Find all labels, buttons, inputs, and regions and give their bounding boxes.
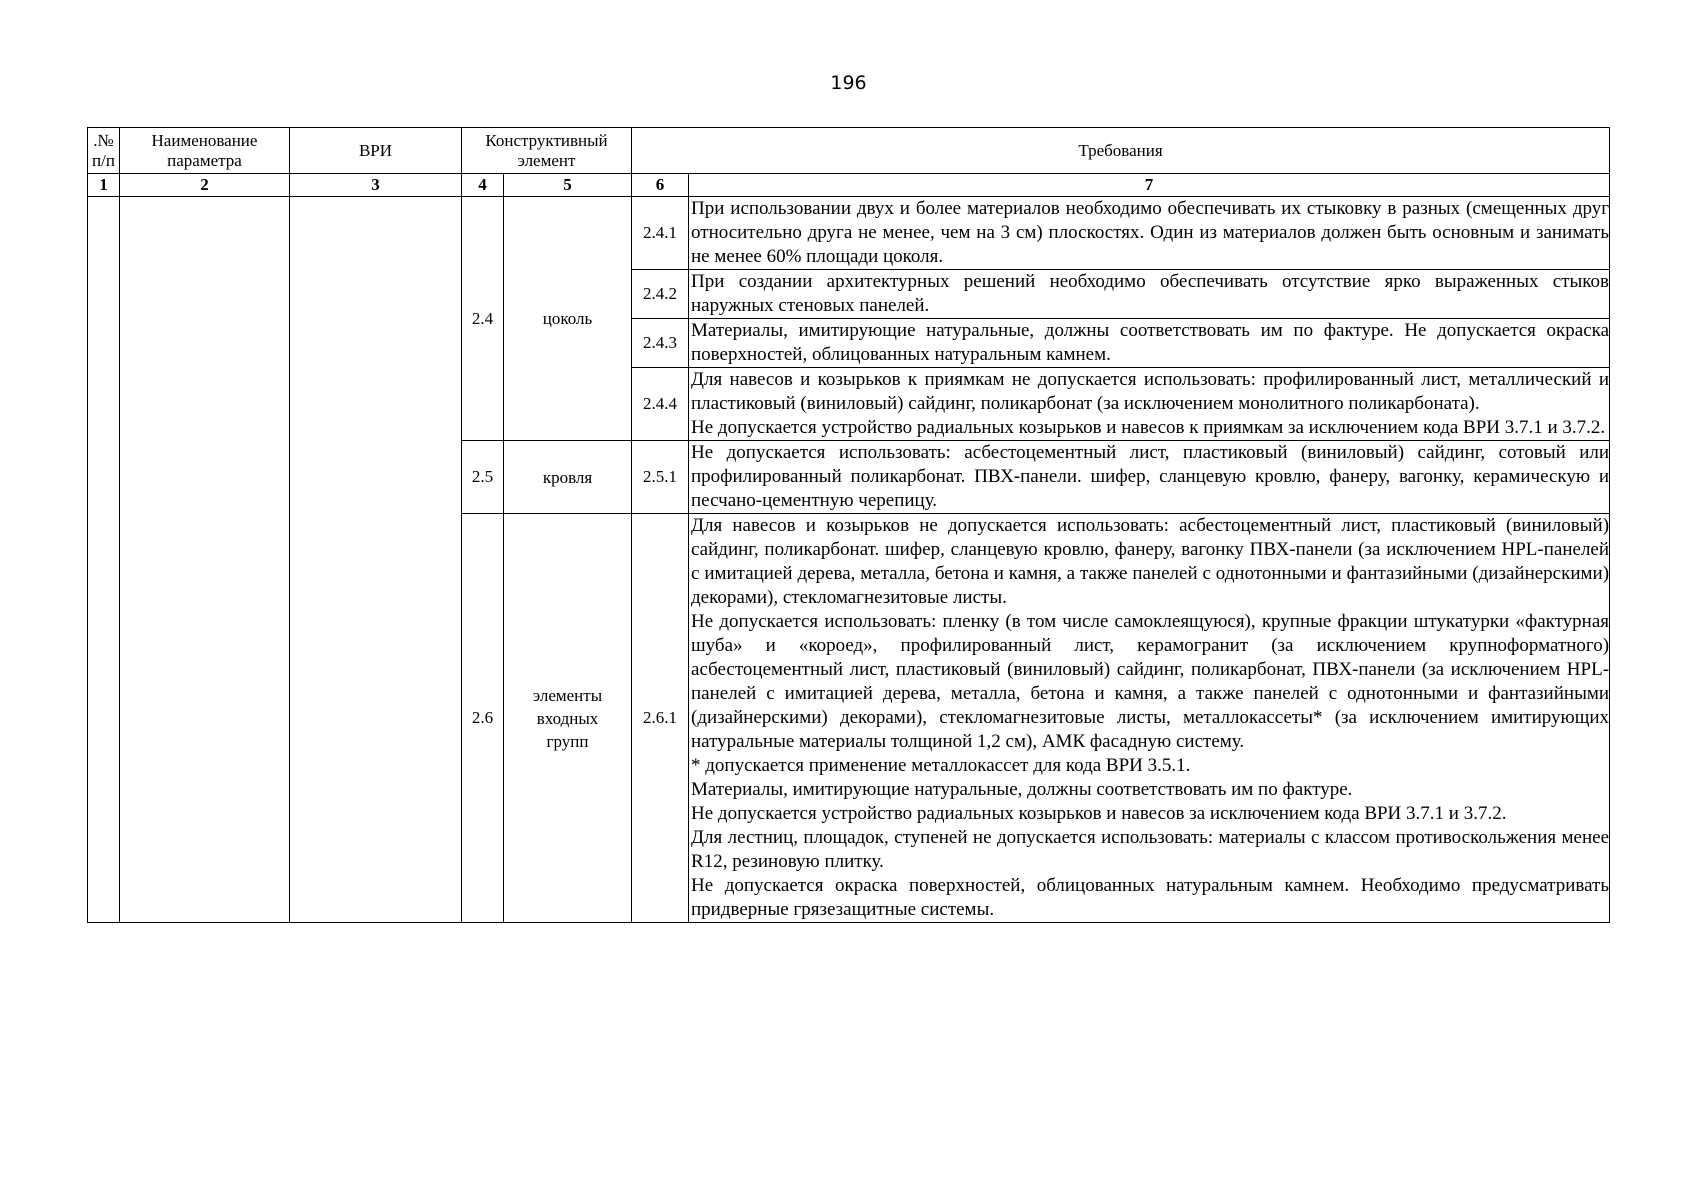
element-number: 2.4 — [462, 197, 504, 441]
requirement-text — [689, 514, 1610, 923]
requirements-table — [87, 127, 1610, 923]
requirement-paragraph: Для лестниц, площадок, ступеней не допускается использовать: материалы с классом противоскольжения менее R12, резиновую плитку. — [691, 827, 1610, 872]
requirement-paragraph: Не допускается использовать: пленку (в том числе самоклеящуюся), крупные фракции штукатурки «фактурная шуба» и «короед», профилированный лист, керамогранит (за исключением крупноформатного) асбестоцементный лист, пластиковый (виниловый) сайдинг, поликарбонат, ПВХ-панели (за исключением HPL-панелей с имитацией дерева, металла, бетона и камня, а также панелей с однотонными и фантазийными (дизайнерскими) декорами), стекломагнезитовые листы, металлокассеты* (за исключением имитирующих натуральные материалы толщиной 1,2 см), АМК фасадную систему. — [691, 611, 1610, 752]
requirement-paragraph: * допускается применение металлокассет для кода ВРИ 3.5.1. — [691, 755, 1191, 776]
requirement-paragraph: Материалы, имитирующие натуральные, должны соответствовать им по фактуре. Не допускается окраска поверхностей, облицованных натуральным камнем. — [691, 320, 1610, 365]
element-name: цоколь — [504, 197, 632, 441]
header-number: .№ п/п — [88, 128, 120, 174]
column-number: 1 — [88, 174, 120, 197]
item-number: 2.4.3 — [632, 319, 689, 368]
requirement-paragraph: При использовании двух и более материалов необходимо обеспечивать их стыковку в разных (смещенных друг относительно друга не менее, чем на 3 см) плоскостях. Один из материалов должен быть основным и занимать не менее 60% площади цоколя. — [691, 198, 1610, 267]
header-parameter-name: Наименование параметра — [120, 128, 290, 174]
requirement-paragraph: Для навесов и козырьков к приямкам не допускается использовать: профилированный лист, металлический и пластиковый (виниловый) сайдинг, поликарбонат (за исключением монолитного поликарбоната). — [691, 369, 1610, 414]
column-number-row — [88, 174, 1610, 197]
requirement-paragraph: При создании архитектурных решений необходимо обеспечивать отсутствие ярко выраженных стыков наружных стеновых панелей. — [691, 271, 1610, 316]
item-number: 2.5.1 — [632, 441, 689, 514]
requirement-paragraph: Не допускается устройство радиальных козырьков и навесов за исключением кода ВРИ 3.7.1 и 3.7.2. — [691, 803, 1507, 824]
table-row — [88, 197, 1610, 270]
column-number: 3 — [290, 174, 462, 197]
column-number: 5 — [504, 174, 632, 197]
element-number: 2.6 — [462, 514, 504, 923]
requirement-paragraph: Для навесов и козырьков не допускается использовать: асбестоцементный лист, пластиковый (виниловый) сайдинг, поликарбонат. шифер, сланцевую кровлю, фанеру, вагонку ПВХ-панели (за исключением HPL-панелей с имитацией дерева, металла, бетона и камня, а также панелей с однотонными и фантазийными (дизайнерскими) декорами), стекломагнезитовые листы. — [691, 515, 1610, 608]
requirement-paragraph: Не допускается окраска поверхностей, облицованных натуральным камнем. Необходимо предусматривать придверные грязезащитные системы. — [691, 875, 1610, 920]
cell-parameter-empty — [120, 197, 290, 923]
requirement-text — [689, 441, 1610, 514]
requirement-text — [689, 197, 1610, 270]
header-row — [88, 128, 1610, 174]
element-name — [504, 514, 632, 923]
header-requirements: Требования — [632, 128, 1610, 174]
header-vri: ВРИ — [290, 128, 462, 174]
column-number: 2 — [120, 174, 290, 197]
page-number: 196 — [830, 72, 867, 94]
requirement-paragraph: Материалы, имитирующие натуральные, должны соответствовать им по фактуре. — [691, 779, 1353, 800]
item-number: 2.4.4 — [632, 368, 689, 441]
requirement-text — [689, 319, 1610, 368]
column-number: 7 — [689, 174, 1610, 197]
requirement-text — [689, 368, 1610, 441]
item-number: 2.4.2 — [632, 270, 689, 319]
item-number: 2.6.1 — [632, 514, 689, 923]
requirement-paragraph: Не допускается использовать: асбестоцементный лист, пластиковый (виниловый) сайдинг, сотовый или профилированный поликарбонат. ПВХ-панели. шифер, сланцевую кровлю, фанеру, вагонку, керамическую и песчано-цементную черепицу. — [691, 442, 1610, 511]
column-number: 6 — [632, 174, 689, 197]
column-number: 4 — [462, 174, 504, 197]
item-number: 2.4.1 — [632, 197, 689, 270]
element-name: кровля — [504, 441, 632, 514]
requirement-paragraph: Не допускается устройство радиальных козырьков и навесов к приямкам за исключением кода ВРИ 3.7.1 и 3.7.2. — [691, 417, 1606, 438]
requirement-text — [689, 270, 1610, 319]
cell-number-empty — [88, 197, 120, 923]
element-number: 2.5 — [462, 441, 504, 514]
element-name-text: элементы входных групп — [532, 685, 603, 751]
cell-vri-empty — [290, 197, 462, 923]
header-structural-element: Конструктивный элемент — [462, 128, 632, 174]
